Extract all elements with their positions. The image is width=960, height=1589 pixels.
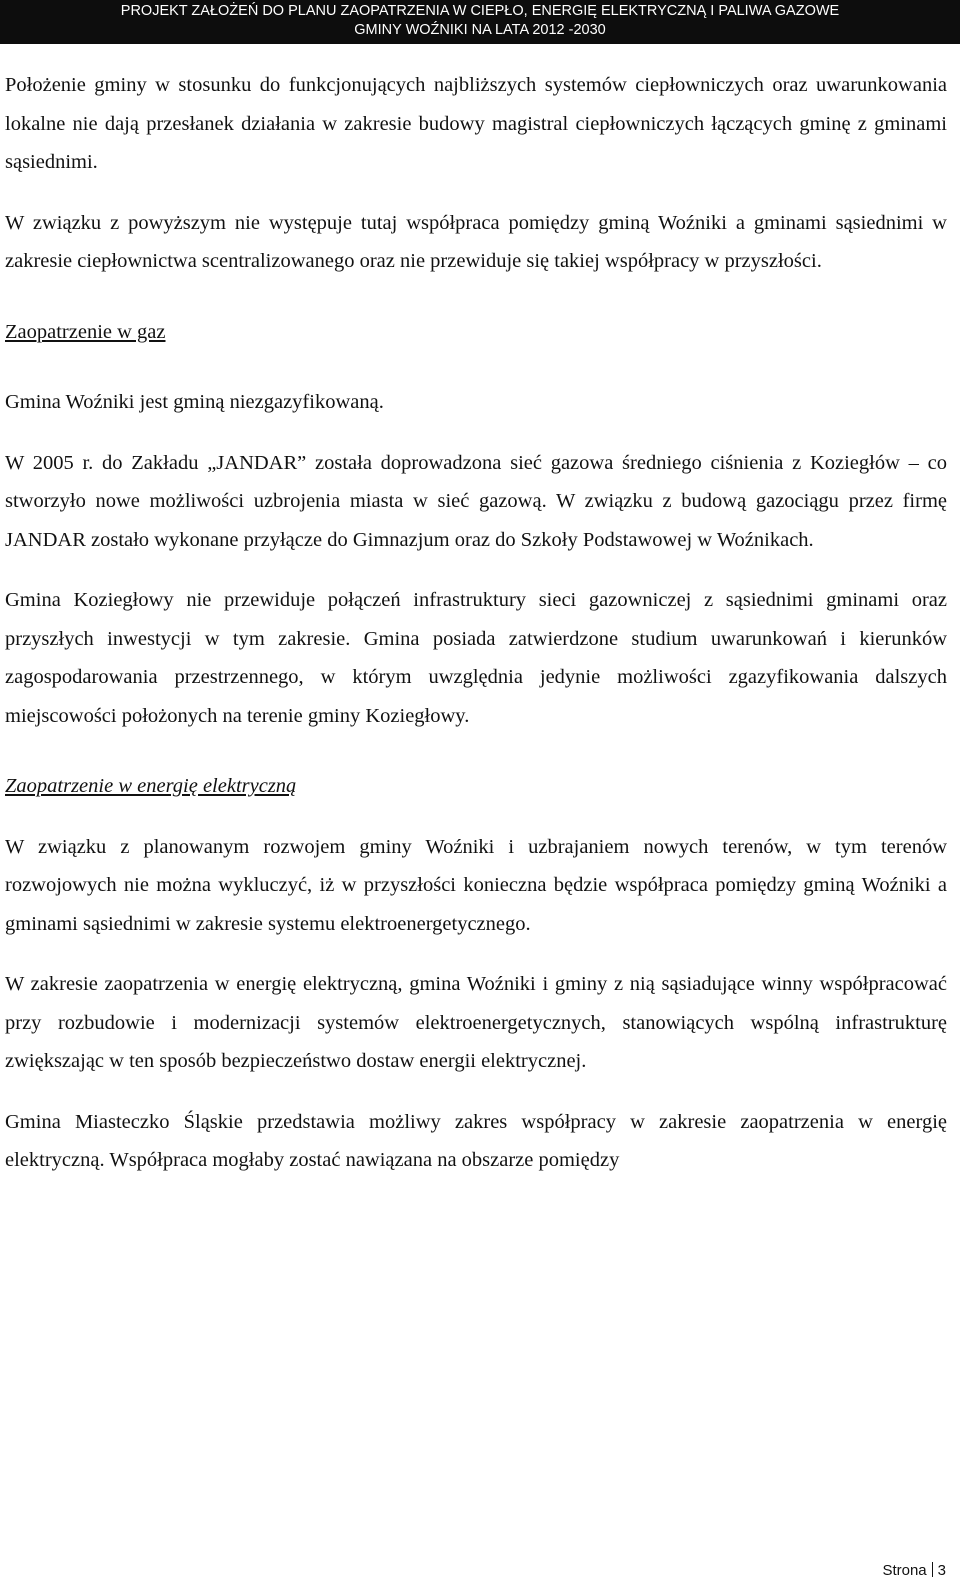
header-subtitle: GMINY WOŹNIKI NA LATA 2012 -2030 xyxy=(354,22,606,38)
page-footer xyxy=(882,1561,946,1581)
paragraph-gas-jandar: W 2005 r. do Zakładu „JANDAR” została doprowadzona sieć gazowa średniego ciśnienia z Koziegłów – co stworzyło nowe możliwości uzbrojenia miasta w sieć gazową. W związku z budową gazociągu przez firmę JANDAR zostało wykonane przyłącze do Gimnazjum oraz do Szkoły Podstawowej w Woźnikach. xyxy=(5,451,947,551)
paragraph-gas-koziegłowy: Gmina Koziegłowy nie przewiduje połączeń infrastruktury sieci gazowniczej z sąsiednimi gminami oraz przyszłych inwestycji w tym zakresie. Gmina posiada zatwierdzone studium uwarunkowań i kierunków zagospodarowania przestrzennego, w którym uwzględnia jedynie możliwości zgazyfikowania dalszych miejscowości położonych na terenie gminy Koziegłowy. xyxy=(5,589,947,727)
page-separator xyxy=(932,1562,933,1577)
page-number: 3 xyxy=(937,1562,946,1579)
document-header xyxy=(0,0,960,44)
paragraph-electricity-development: W związku z planowanym rozwojem gminy Woźniki i uzbrajaniem nowych terenów, w tym terenów rozwojowych nie można wykluczyć, iż w przyszłości konieczna będzie współpraca pomiędzy gminą Woźniki a gminami sąsiednimi w zakresie systemu elektroenergetycznego. xyxy=(5,835,947,935)
paragraph-heating-cooperation: W związku z powyższym nie występuje tutaj współpraca pomiędzy gminą Woźniki a gminami sąsiednimi w zakresie ciepłownictwa scentralizowanego oraz nie przewiduje się takiej współpracy w przyszłości. xyxy=(5,211,947,272)
section-heading-electricity: Zaopatrzenie w energię elektryczną xyxy=(5,775,297,797)
page-label: Strona xyxy=(882,1562,927,1579)
section-heading-gas: Zaopatrzenie w gaz xyxy=(5,320,166,343)
paragraph-gas-status: Gmina Woźniki jest gminą niezgazyfikowaną. xyxy=(5,391,384,413)
document-body xyxy=(5,66,947,1180)
paragraph-heating-networks: Położenie gminy w stosunku do funkcjonujących najbliższych systemów ciepłowniczych oraz uwarunkowania lokalne nie dają przesłanek działania w zakresie budowy magistral ciepłowniczych łączących gminę z gminami sąsiednimi. xyxy=(5,74,947,173)
paragraph-electricity-cooperation: W zakresie zaopatrzenia w energię elektryczną, gmina Woźniki i gminy z nią sąsiadujące winny współpracować przy rozbudowie i modernizacji systemów elektroenergetycznych, stanowiących wspólną infrastrukturę zwiększając w ten sposób bezpieczeństwo dostaw energii elektrycznej. xyxy=(5,973,947,1072)
paragraph-electricity-miasteczko: Gmina Miasteczko Śląskie przedstawia możliwy zakres współpracy w zakresie zaopatrzenia w energię elektryczną. Współpraca mogłaby zostać nawiązana na obszarze pomiędzy xyxy=(5,1110,947,1171)
header-title: PROJEKT ZAŁOŻEŃ DO PLANU ZAOPATRZENIA W CIEPŁO, ENERGIĘ ELEKTRYCZNĄ I PALIWA GAZOWE xyxy=(120,3,840,19)
